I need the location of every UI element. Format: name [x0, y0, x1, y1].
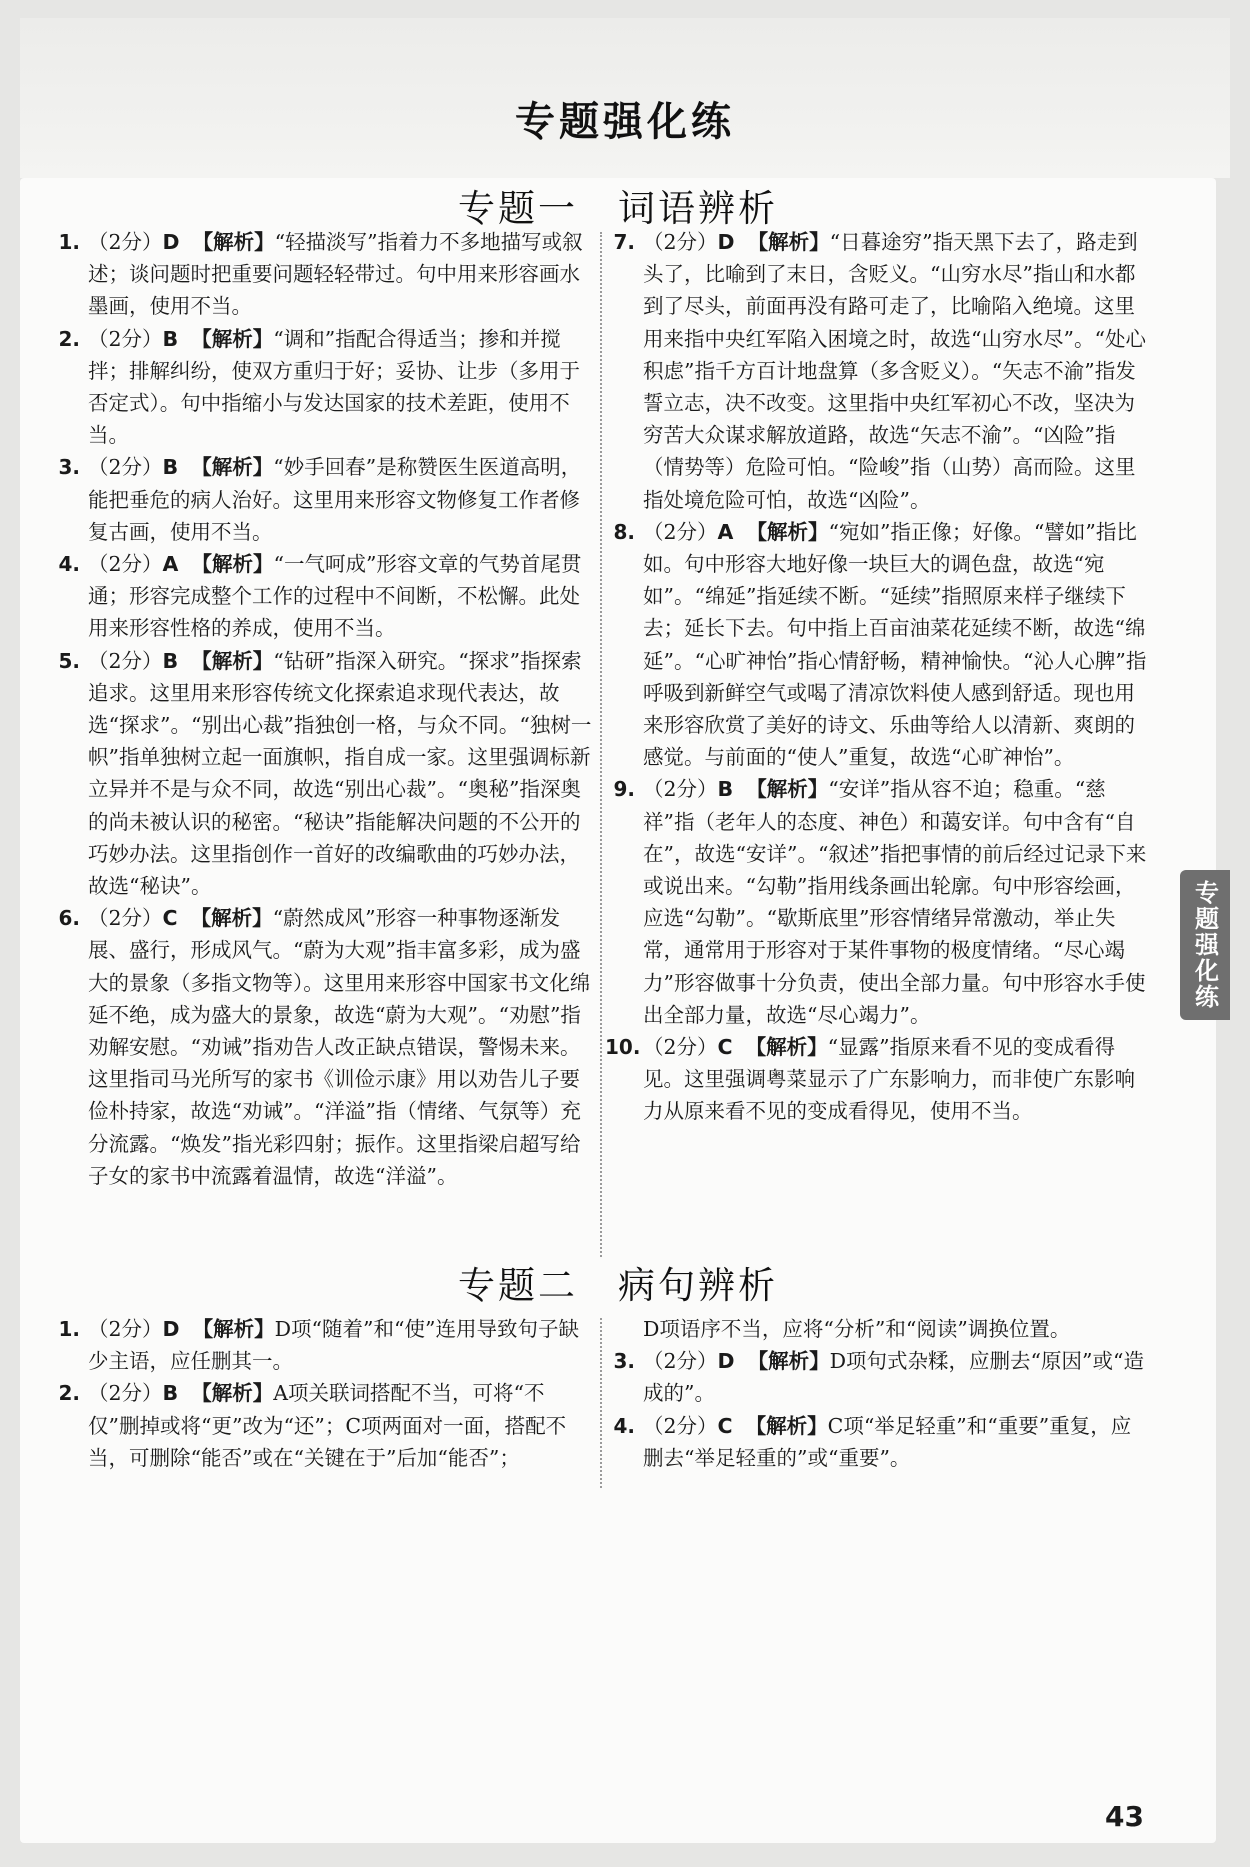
answer-item-6: 6. （2分）C 【解析】“蔚然成风”形容一种事物逐渐发展、盛行，形成风气。“蔚为大观”指丰富多彩，成为盛大的景象（多指文物等）。这里用来形容中国家书文化绵延不绝，成为盛大的景象，故选“蔚为大观”。“劝慰”指劝解安慰。“劝诫”指劝告人改正缺点错误，警惕未来。这里指司马光所写的家书《训俭示康》用以劝告儿子要俭朴持家，故选“劝诫”。“洋溢”指（情绪、气氛等）充分流露。“焕发”指光彩四射；振作。这里指梁启超写给子女的家书中流露着温情，故选“洋溢”。 [58, 906, 591, 1188]
answer-item-s2-2-continued: D项语序不当，应将“分析”和“阅读”调换位置。 [643, 1317, 1071, 1341]
answer-item-s2-4: 4. （2分）C 【解析】C项“举足轻重”和“重要”重复，应删去“举足轻重的”或“重要”。 [613, 1413, 1132, 1470]
header-banner [20, 18, 1230, 178]
answer-item-9: 9. （2分）B 【解析】“安详”指从容不迫；稳重。“慈祥”指（老年人的态度、神色）和蔼安详。句中含有“自在”，故选“安详”。“叙述”指把事情的前后经过记录下来或说出来。“勾勒”指用线条画出轮廓。句中形容绘画，应选“勾勒”。“歇斯底里”形容情绪异常激动，举止失常，通常用于形容对于某件事物的极度情绪。“尽心竭力”形容做事十分负责，使出全部力量。句中形容水手使出全部力量，故选“尽心竭力”。 [613, 777, 1147, 1027]
answer-item-1: 1. （2分）D 【解析】“轻描淡写”指着力不多地描写或叙述；谈问题时把重要问题轻轻带过。句中用来形容画水墨画，使用不当。 [58, 230, 583, 319]
answer-item-s2-3: 3. （2分）D 【解析】D项句式杂糅，应删去“原因”或“造成的”。 [613, 1349, 1145, 1406]
column-divider-2 [600, 1318, 602, 1488]
section-2-right-column [605, 1313, 1150, 1474]
side-tab-label: 专题强化练 [1180, 870, 1230, 1020]
answer-item-4: 4. （2分）A 【解析】“一气呵成”形容文章的气势首尾贯通；形容完成整个工作的过程中不间断，不松懈。此处用来形容性格的养成，使用不当。 [58, 552, 582, 641]
section-1-title-number: 专题一 [458, 187, 578, 230]
answer-item-2: 2. （2分）B 【解析】“调和”指配合得适当；掺和并搅拌；排解纠纷，使双方重归于好；妥协、让步（多用于否定式）。句中指缩小与发达国家的技术差距，使用不当。 [58, 326, 580, 448]
section-2-left-column [50, 1313, 595, 1474]
answer-item-5: 5. （2分）B 【解析】“钻研”指深入研究。“探求”指探索追求。这里用来形容传统文化探索追求现代表达，故选“探求”。“别出心裁”指独创一格，与众不同。“独树一帜”指单独树立起一面旗帜，指自成一家。这里强调标新立异并不是与众不同，故选“别出心裁”。“奥秘”指深奥的尚未被认识的秘密。“秘诀”指能解决问题的不公开的巧妙办法。这里指创作一首好的改编歌曲的巧妙办法，故选“秘诀”。 [58, 648, 592, 899]
answer-item-3: 3. （2分）B 【解析】“妙手回春”是称赞医生医道高明，能把垂危的病人治好。这里用来形容文物修复工作者修复古画，使用不当。 [58, 455, 582, 544]
section-1-right-column [605, 226, 1150, 1128]
page-number: 43 [1105, 1800, 1144, 1833]
section-2-title-number: 专题二 [458, 1264, 578, 1307]
section-1-title [20, 178, 1216, 232]
answer-item-s2-2: 2. （2分）B 【解析】A项关联词搭配不当，可将“不仅”删掉或将“更”改为“还”；C项两面对一面，搭配不当，可删除“能否”或在“关键在于”后加“能否”； [58, 1381, 567, 1470]
section-1-left-column [50, 226, 595, 1192]
answer-item-s2-1: 1. （2分）D 【解析】D项“随着”和“使”连用导致句子缺少主语，应任删其一。 [58, 1317, 579, 1374]
answer-item-8: 8. （2分）A 【解析】“宛如”指正像；好像。“譬如”指比如。句中形容大地好像一块巨大的调色盘，故选“宛如”。“绵延”指延续不断。“延续”指照原来样子继续下去；延长下去。句中指上百亩油菜花延续不断，故选“绵延”。“心旷神怡”指心情舒畅，精神愉快。“沁人心脾”指呼吸到新鲜空气或喝了清凉饮料使人感到舒适。现也用来形容欣赏了美好的诗文、乐曲等给人以清新、爽朗的感觉。与前面的“使人”重复，故选“心旷神怡”。 [613, 519, 1147, 770]
answer-item-7: 7. （2分）D 【解析】“日暮途穷”指天黑下去了，路走到头了，比喻到了末日，含贬义。“山穷水尽”指山和水都到了尽头，前面再没有路可走了，比喻陷入绝境。这里用来指中央红军陷入困境之时，故选“山穷水尽”。“处心积虑”指千方百计地盘算（多含贬义）。“矢志不渝”指发誓立志，决不改变。这里指中央红军初心不改，坚决为穷苦大众谋求解放道路，故选“矢志不渝”。“凶险”指（情势等）危险可怕。“险峻”指（山势）高而险。这里指处境危险可怕，故选“凶险”。 [613, 230, 1146, 512]
section-1-title-topic: 词语辨析 [618, 187, 778, 230]
banner-title: 专题强化练 [515, 99, 735, 145]
section-2-title [20, 1255, 1216, 1309]
answer-item-10: 10. （2分）C 【解析】“显露”指原来看不见的变成看得见。这里强调粤菜显示了广东影响力，而非使广东影响力从原来看不见的变成看得见，使用不当。 [605, 1035, 1135, 1124]
section-2-title-topic: 病句辨析 [618, 1264, 778, 1307]
column-divider-1 [600, 232, 602, 1257]
